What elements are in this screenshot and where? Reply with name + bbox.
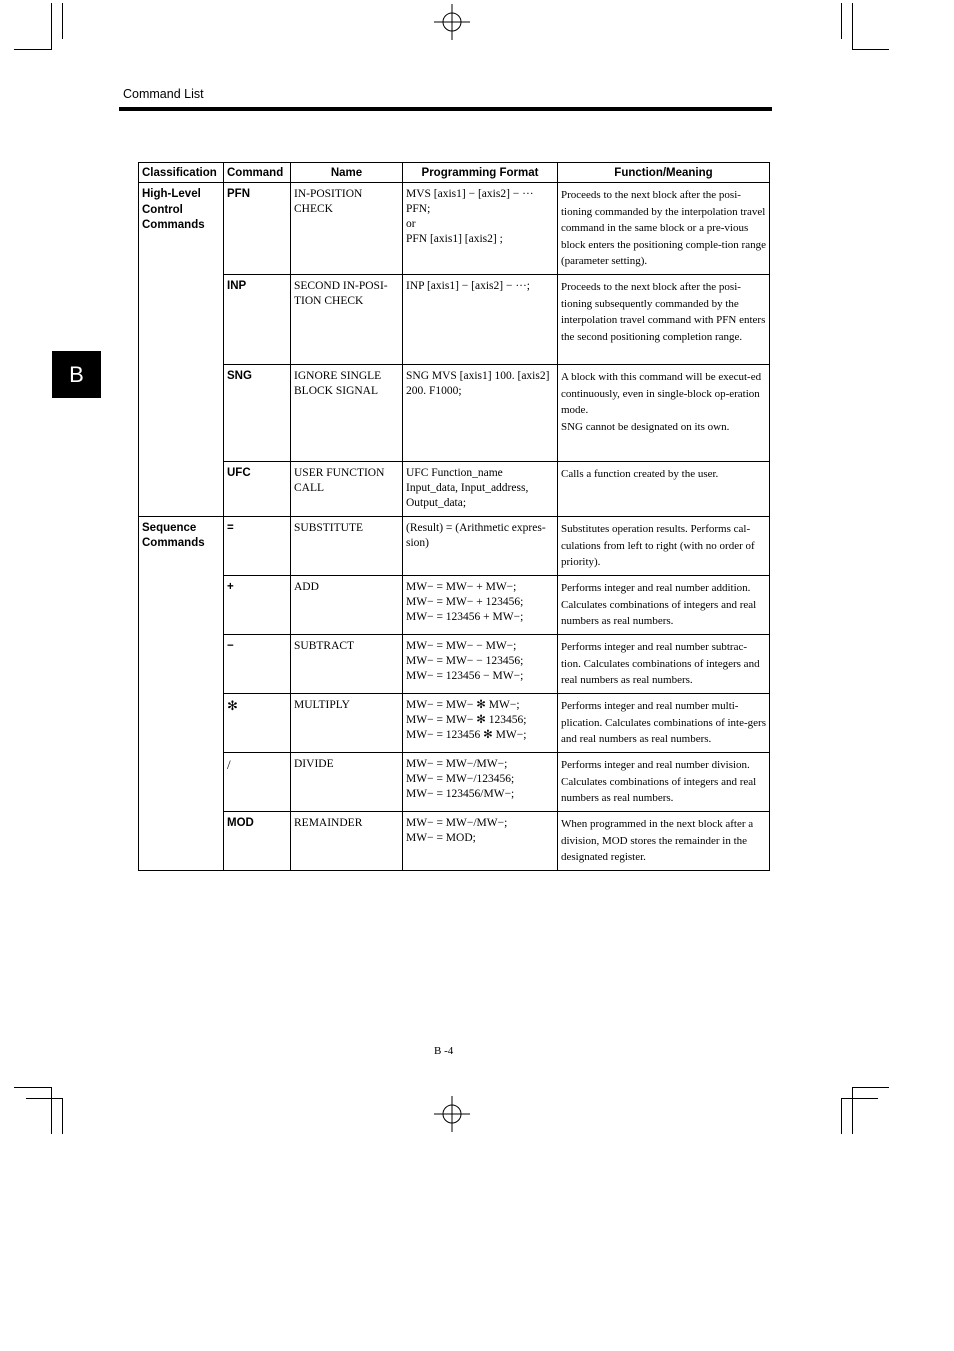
table-row [139,693,770,752]
function-text: A block with this command will be execut-ed continuously, even in single-block op-eration mode. [561,370,762,417]
table-row [139,811,770,870]
format-line: MW− = 123456 ✻ MW−; [406,728,527,741]
format-line: SNG MVS [axis1] 100. [axis2] 200. F1000; [406,369,550,397]
header-function-meaning: Function/Meaning [558,163,770,183]
command-cell: INP [224,274,291,364]
format-line: MW− = MW− − 123456; [406,654,524,667]
format-cell [403,575,558,634]
table-row [139,274,770,364]
name-cell: SUBSTITUTE [291,516,403,575]
format-line: MW− = MW− − MW−; [406,639,517,652]
format-cell [403,461,558,516]
format-line: or [406,218,416,230]
name-cell: IN-POSITION CHECK [291,183,403,275]
format-line: MW− = 123456/MW−; [406,787,515,800]
name-cell: SECOND IN-POSI-TION CHECK [291,274,403,364]
table-row [139,183,770,275]
format-line: (Result) = (Arithmetic expres-sion) [406,521,546,549]
header-classification: Classification [139,163,224,183]
header-row [139,163,770,183]
format-line: PFN; [406,203,431,215]
function-cell: Proceeds to the next block after the posi-tioning subsequently commanded by the interpolation travel command with PFN enters the second positioning completion range. [558,274,770,364]
header-rule [119,107,772,111]
command-cell: − [224,634,291,693]
function-cell [558,364,770,461]
format-cell [403,274,558,364]
command-cell: ✻ [224,693,291,752]
table-row [139,516,770,575]
command-cell: + [224,575,291,634]
table-row [139,575,770,634]
format-line: MW− = MW−/MW−; [406,816,508,829]
format-line: PFN [axis1] [axis2] ; [406,233,503,245]
name-cell: DIVIDE [291,752,403,811]
command-cell: = [224,516,291,575]
function-cell: Proceeds to the next block after the posi-tioning commanded by the interpolation travel command in the same block or a pre-vious block enters the positioning comple-tion range (parameter setting). [558,183,770,275]
name-cell: REMAINDER [291,811,403,870]
header-programming-format: Programming Format [403,163,558,183]
table-row [139,461,770,516]
format-cell [403,811,558,870]
classification-cell: High-Level Control Commands [139,183,224,517]
format-line: MW− = 123456 − MW−; [406,669,524,682]
section-tab: B [52,351,101,398]
registration-mark-top [432,2,472,42]
format-line: MW− = MW− + 123456; [406,595,524,608]
function-cell: Performs integer and real number subtrac-tion. Calculates combinations of integers and real numbers as real numbers. [558,634,770,693]
function-cell: Performs integer and real number addition. Calculates combinations of integers and real numbers as real numbers. [558,575,770,634]
format-cell [403,752,558,811]
format-line: MW− = MOD; [406,831,476,844]
function-note: SNG cannot be designated on its own. [561,420,730,433]
name-cell: MULTIPLY [291,693,403,752]
command-cell: PFN [224,183,291,275]
format-line: MVS [axis1] − [axis2] − ··· [406,188,534,200]
format-cell [403,693,558,752]
name-cell: SUBTRACT [291,634,403,693]
format-line: INP [axis1] − [axis2] − ···; [406,279,531,292]
format-line: MW− = MW− + MW−; [406,580,517,593]
function-cell: Performs integer and real number multi-plication. Calculates combinations of inte-gers and real numbers as real numbers. [558,693,770,752]
command-cell: UFC [224,461,291,516]
format-cell [403,364,558,461]
name-cell: IGNORE SINGLE BLOCK SIGNAL [291,364,403,461]
registration-mark-bottom [432,1094,472,1134]
format-line: MW− = MW− ✻ 123456; [406,713,527,726]
table-row [139,364,770,461]
function-cell: When programmed in the next block after a division, MOD stores the remainder in the designated register. [558,811,770,870]
command-cell: SNG [224,364,291,461]
name-cell: USER FUNCTION CALL [291,461,403,516]
format-line: MW− = 123456 + MW−; [406,610,524,623]
format-line: UFC Function_name Input_data, Input_address, Output_data; [406,466,529,509]
command-cell: / [224,752,291,811]
format-cell [403,183,558,275]
format-line: MW− = MW− ✻ MW−; [406,698,520,711]
name-cell: ADD [291,575,403,634]
header-command: Command [224,163,291,183]
format-cell [403,516,558,575]
function-cell: Substitutes operation results. Performs cal-culations from left to right (with no order of priority). [558,516,770,575]
header-name: Name [291,163,403,183]
page-number: B -4 [434,1045,454,1057]
format-cell [403,634,558,693]
function-cell: Performs integer and real number division. Calculates combinations of integers and real numbers as real numbers. [558,752,770,811]
table-row [139,634,770,693]
running-head: Command List [123,87,204,101]
command-table [138,162,770,871]
format-line: MW− = MW−/MW−; [406,757,508,770]
command-cell: MOD [224,811,291,870]
table-row [139,752,770,811]
function-cell: Calls a function created by the user. [558,461,770,516]
format-line: MW− = MW−/123456; [406,772,515,785]
classification-cell: Sequence Commands [139,516,224,870]
